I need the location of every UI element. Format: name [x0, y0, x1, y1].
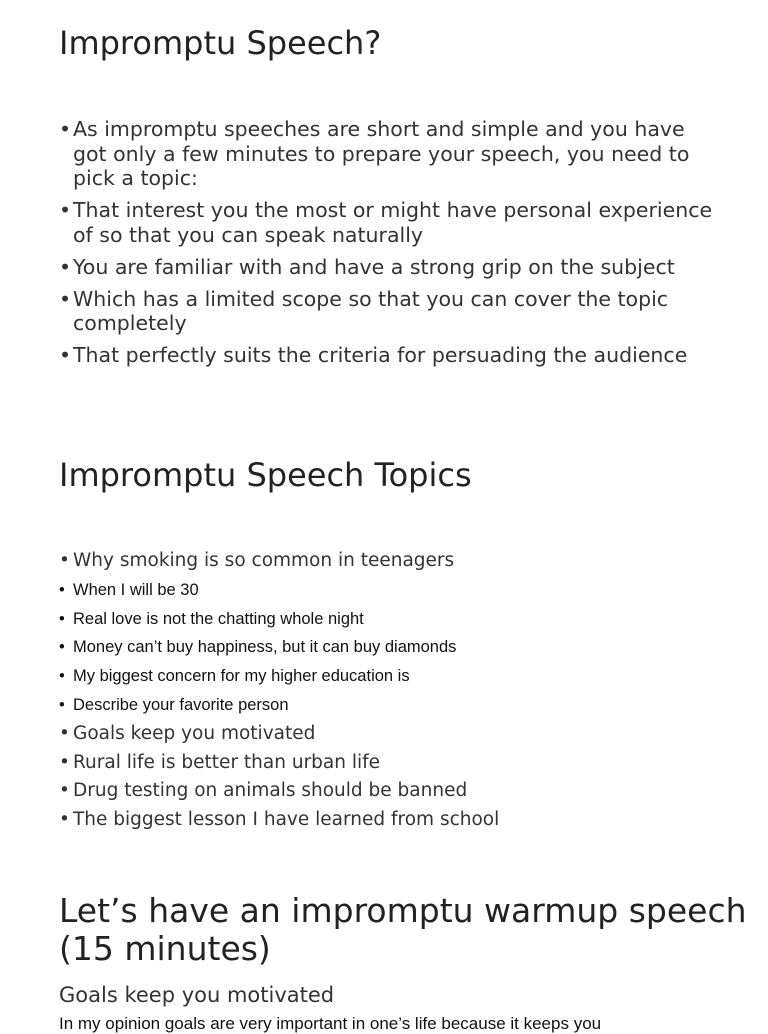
bullet-icon: • [59, 638, 65, 657]
bullet-icon: • [59, 751, 70, 773]
list-item [59, 749, 719, 778]
list-item [59, 691, 719, 720]
criteria-bullet-list [59, 117, 719, 375]
bullet-icon: • [59, 722, 70, 744]
list-item-text: Goals keep you motivated [73, 722, 316, 744]
section-title-impromptu-speech: Impromptu Speech? [59, 24, 382, 62]
list-item-text: You are familiar with and have a strong grip on the subject [73, 254, 675, 279]
bullet-icon: • [59, 580, 65, 599]
bullet-icon: • [59, 695, 65, 714]
list-item [59, 255, 719, 280]
list-item [59, 117, 719, 191]
list-item [59, 198, 719, 247]
list-item [59, 576, 719, 605]
bullet-icon: • [59, 550, 70, 571]
list-item-text: Describe your favorite person [73, 695, 289, 714]
bullet-icon: • [59, 609, 65, 628]
list-item [59, 343, 719, 368]
bullet-icon: • [59, 667, 65, 686]
list-item [59, 662, 719, 691]
list-item-text: That perfectly suits the criteria for persuading the audience [73, 343, 688, 367]
list-item-text: Money can’t buy happiness, but it can buy diamonds [73, 638, 457, 657]
list-item-text: Drug testing on animals should be banned [73, 780, 468, 802]
list-item [59, 777, 719, 806]
list-item-text: When I will be 30 [73, 580, 199, 599]
bullet-icon: • [59, 780, 70, 802]
list-item-text: As impromptu speeches are short and simple and you have got only a few minutes to prepare your speech, you need to pick a topic: [73, 117, 690, 190]
bullet-icon: • [59, 254, 72, 279]
list-item-text: Why smoking is so common in teenagers [73, 550, 455, 571]
bullet-icon: • [59, 117, 72, 141]
list-item [59, 633, 719, 662]
list-item [59, 806, 719, 835]
list-item-text: Real love is not the chatting whole night [73, 609, 364, 628]
section-title-speech-topics: Impromptu Speech Topics [59, 456, 472, 494]
topics-bullet-list [59, 547, 719, 835]
list-item-text: Rural life is better than urban life [73, 751, 381, 773]
section-title-warmup-speech: Let’s have an impromptu warmup speech (15 minutes) [59, 891, 747, 968]
list-item-text: The biggest lesson I have learned from school [73, 809, 500, 831]
bullet-icon: • [59, 343, 72, 367]
bullet-icon: • [59, 198, 72, 222]
warmup-body-text: In my opinion goals are very important in one’s life because it keeps you [59, 1014, 602, 1033]
list-item [59, 720, 719, 749]
bullet-icon: • [59, 809, 70, 831]
list-item-text: My biggest concern for my higher education is [73, 667, 410, 686]
list-item [59, 287, 719, 336]
list-item [59, 547, 719, 576]
list-item-text: Which has a limited scope so that you can cover the topic completely [73, 286, 669, 335]
warmup-topic-subtitle: Goals keep you motivated [59, 983, 335, 1007]
bullet-icon: • [59, 286, 72, 311]
list-item [59, 605, 719, 634]
list-item-text: That interest you the most or might have personal experience of so that you can speak naturally [73, 198, 713, 247]
